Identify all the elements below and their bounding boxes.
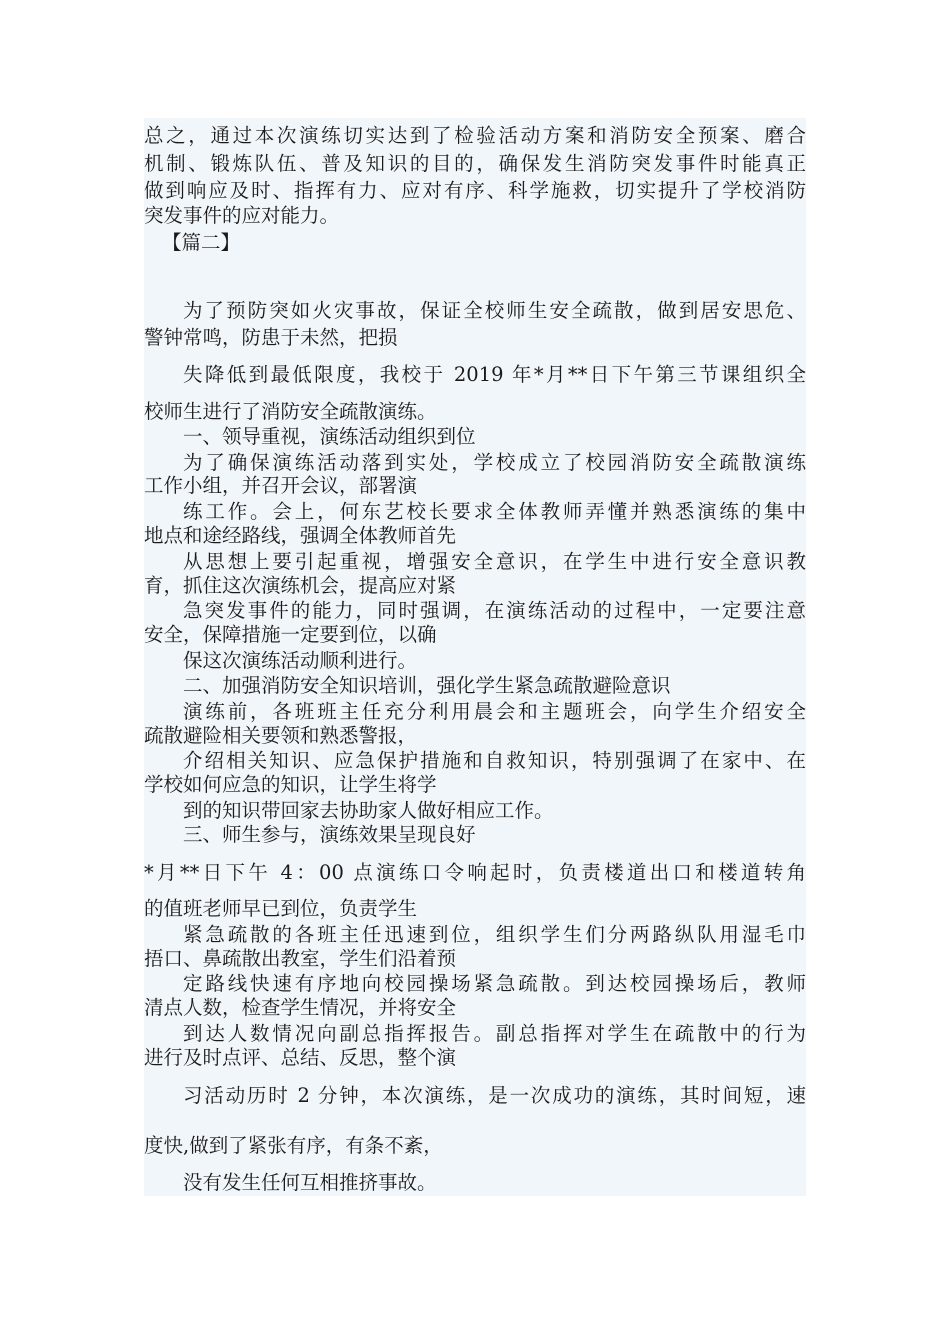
text-line: 安全，保障措施一定要到位，以确	[144, 623, 437, 646]
text-line: 为了确保演练活动落到实处，学校成立了校园消防安全疏散演练	[183, 451, 806, 474]
text-line: 练工作。会上，何东艺校长要求全体教师弄懂并熟悉演练的集中	[183, 500, 806, 523]
section-heading: 二、加强消防安全知识培训，强化学生紧急疏散避险意识	[183, 674, 671, 697]
text-line: 为了预防突如火灾事故，保证全校师生安全疏散，做到居安思危、	[183, 299, 806, 322]
section-heading: 三、师生参与，演练效果呈现良好	[183, 823, 476, 846]
text-line: 清点人数，检查学生情况，并将安全	[144, 996, 457, 1019]
text-line: 失降低到最低限度，我校于 2019 年*月**日下午第三节课组织全	[183, 363, 806, 386]
text-line: 介绍相关知识、应急保护措施和自救知识，特别强调了在家中、在	[183, 749, 806, 772]
text-line: *月**日下午 4：00 点演练口令响起时，负责楼道出口和楼道转角	[144, 861, 806, 884]
text-line: 工作小组，并召开会议，部署演	[144, 474, 418, 497]
text-line: 习活动历时 2 分钟，本次演练，是一次成功的演练，其时间短，速	[183, 1084, 806, 1107]
text-line: 定路线快速有序地向校园操场紧急疏散。到达校园操场后，教师	[183, 972, 806, 995]
text-line: 捂口、鼻疏散出教室，学生们沿着预	[144, 947, 457, 970]
text-line: 进行及时点评、总结、反思，整个演	[144, 1046, 457, 1069]
text-line: 的值班老师早已到位，负责学生	[144, 897, 418, 920]
text-line: 到达人数情况向副总指挥报告。副总指挥对学生在疏散中的行为	[183, 1022, 806, 1045]
text-line: 从思想上要引起重视，增强安全意识，在学生中进行安全意识教	[183, 550, 806, 573]
text-line: 育，抓住这次演练机会，提高应对紧	[144, 574, 457, 597]
text-line: 没有发生任何互相推挤事故。	[183, 1171, 437, 1194]
section-heading: 【篇二】	[162, 231, 241, 254]
text-line: 疏散避险相关要领和熟悉警报，	[144, 724, 418, 747]
text-line: 保这次演练活动顺利进行。	[183, 649, 418, 672]
text-line: 度快,做到了紧张有序，有条不紊，	[144, 1134, 443, 1157]
text-line: 急突发事件的能力，同时强调，在演练活动的过程中，一定要注意	[183, 599, 806, 622]
text-line: 紧急疏散的各班主任迅速到位，组织学生们分两路纵队用湿毛巾	[183, 923, 806, 946]
text-line: 警钟常鸣，防患于未然，把损	[144, 326, 398, 349]
text-line: 突发事件的应对能力。	[144, 204, 340, 227]
text-line: 到的知识带回家去协助家人做好相应工作。	[183, 799, 554, 822]
text-line: 总之，通过本次演练切实达到了检验活动方案和消防安全预案、磨合	[144, 124, 806, 147]
text-line: 学校如何应急的知识，让学生将学	[144, 773, 437, 796]
text-line: 演练前，各班班主任充分利用晨会和主题班会，向学生介绍安全	[183, 700, 806, 723]
text-line: 地点和途经路线，强调全体教师首先	[144, 524, 457, 547]
text-line: 机制、锻炼队伍、普及知识的目的，确保发生消防突发事件时能真正	[144, 152, 806, 175]
text-line: 做到响应及时、指挥有力、应对有序、科学施救，切实提升了学校消防	[144, 179, 806, 202]
text-line: 校师生进行了消防安全疏散演练。	[144, 400, 437, 423]
section-heading: 一、领导重视，演练活动组织到位	[183, 425, 476, 448]
